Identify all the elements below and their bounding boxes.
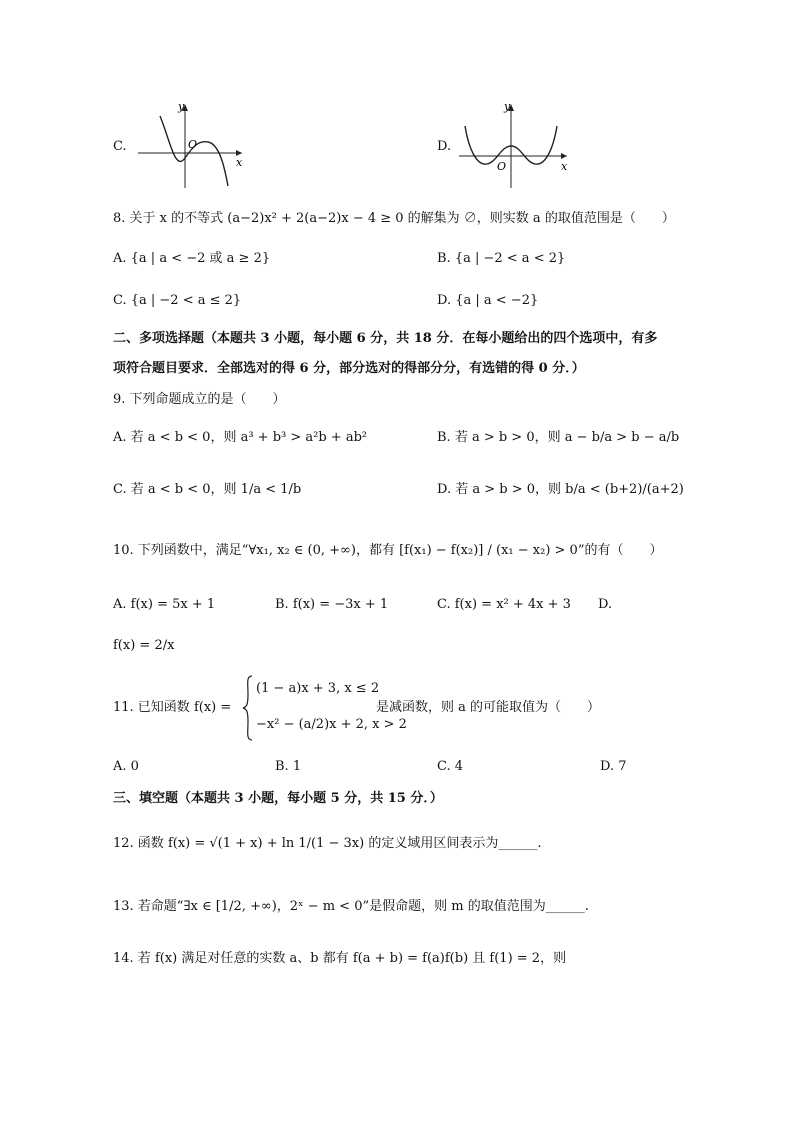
- q9-option-c: C. 若 a < b < 0，则 1/a < 1/b: [113, 482, 302, 497]
- q12-stem: 12. 函数 f(x) = √(1 + x) + ln 1/(1 − 3x) 的定义域用区间表示为______.: [113, 836, 542, 851]
- q10-stem: 10. 下列函数中，满足“∀x₁, x₂ ∈ (0, +∞)，都有 [f(x₁) − f(x₂)] / (x₁ − x₂) > 0”的有（ ）: [113, 543, 663, 558]
- q8-option-b: B. {a | −2 < a < 2}: [437, 251, 566, 266]
- graph-d-x-label: x: [561, 160, 568, 173]
- graph-d: [455, 100, 575, 190]
- section2-heading-line2: 项符合题目要求．全部选对的得 6 分，部分选对的得部分分，有选错的得 0 分．）: [113, 361, 585, 376]
- q10-option-d-cont: f(x) = 2/x: [113, 638, 175, 653]
- q9-option-d: D. 若 a > b > 0，则 b/a < (b+2)/(a+2): [437, 482, 684, 497]
- section3-heading: 三、填空题（本题共 3 小题，每小题 5 分，共 15 分．）: [113, 791, 443, 806]
- graph-c-label: C.: [113, 139, 127, 154]
- q10-option-c: C. f(x) = x² + 4x + 3: [437, 597, 571, 612]
- graph-d-label: D.: [437, 139, 452, 154]
- q9-option-a: A. 若 a < b < 0，则 a³ + b³ > a²b + ab²: [113, 430, 368, 445]
- q11-stem-prefix: 11. 已知函数 f(x) =: [113, 700, 232, 715]
- q11-option-c: C. 4: [437, 759, 464, 774]
- q11-stem-suffix: 是减函数，则 a 的可能取值为（ ）: [376, 700, 601, 715]
- graph-c-curve: [160, 116, 228, 186]
- q10-option-a: A. f(x) = 5x + 1: [113, 597, 216, 612]
- q9-option-b: B. 若 a > b > 0，则 a − b/a > b − a/b: [437, 430, 680, 445]
- q11-option-a: A. 0: [113, 759, 139, 774]
- q9-stem: 9. 下列命题成立的是（ ）: [113, 392, 286, 407]
- graph-c-x-label: x: [236, 156, 243, 169]
- section2-heading-line1: 二、多项选择题（本题共 3 小题，每小题 6 分，共 18 分．在每小题给出的四个选项中，有多: [113, 331, 658, 346]
- q11-case1: (1 − a)x + 3, x ≤ 2: [256, 681, 380, 696]
- graph-c-origin-label: O: [188, 138, 198, 151]
- q8-option-a: A. {a | a < −2 或 a ≥ 2}: [113, 251, 271, 266]
- q8-option-c: C. {a | −2 < a ≤ 2}: [113, 293, 242, 308]
- q10-option-d: D.: [598, 597, 613, 612]
- q11-brace: [242, 674, 254, 742]
- graph-c-y-label: y: [178, 100, 185, 113]
- graph-d-y-label: y: [504, 100, 511, 113]
- q13-stem: 13. 若命题“∃x ∈ [1/2, +∞)，2ˣ − m < 0”是假命题，则 m 的取值范围为______.: [113, 899, 589, 914]
- q10-option-b: B. f(x) = −3x + 1: [275, 597, 389, 612]
- q11-option-d: D. 7: [600, 759, 627, 774]
- q11-option-b: B. 1: [275, 759, 302, 774]
- graph-c: [130, 100, 250, 190]
- q8-option-d: D. {a | a < −2}: [437, 293, 539, 308]
- q8-stem: 8. 关于 x 的不等式 (a−2)x² + 2(a−2)x − 4 ≥ 0 的解集为 ∅，则实数 a 的取值范围是（ ）: [113, 211, 675, 226]
- q11-case2: −x² − (a/2)x + 2, x > 2: [256, 717, 407, 732]
- graph-d-x-arrow: [561, 153, 567, 159]
- q14-stem: 14. 若 f(x) 满足对任意的实数 a、b 都有 f(a + b) = f(a)f(b) 且 f(1) = 2，则: [113, 951, 567, 966]
- graph-d-origin-label: O: [497, 160, 507, 173]
